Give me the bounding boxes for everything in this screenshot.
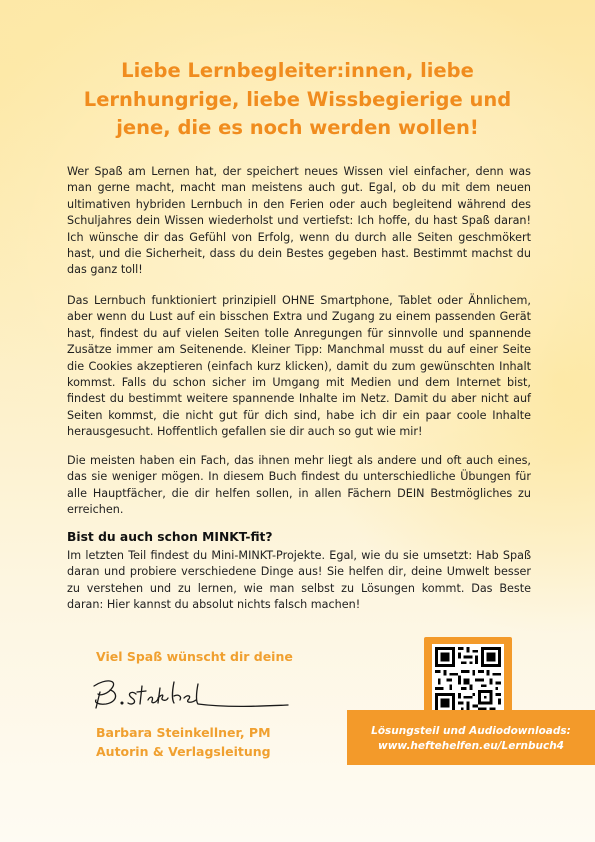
author-name: Barbara Steinkellner, PM — [96, 725, 271, 740]
subjects-paragraph: Die meisten haben ein Fach, das ihnen mehr liegt als andere und oft auch eines, das sie weniger mögen. In diesem Buch findest du unterschiedliche Übungen für alle Hauptfächer, die dir helfen sollen, in allen Fächern DEIN Bestmögliches zu erreichen. — [67, 454, 531, 517]
downloads-banner[interactable] — [347, 710, 595, 765]
minkt-heading: Bist du auch schon MINKT-fit? — [67, 530, 273, 544]
signoff-greeting: Viel Spaß wünscht dir deine — [96, 649, 293, 664]
heading-line-3: jene, die es noch werden wollen! — [116, 116, 479, 139]
heading-line-2: Lernhungrige, liebe Wissbegierige und — [83, 87, 512, 111]
page-heading — [60, 57, 535, 143]
heading-line-1: Liebe Lernbegleiter:innen, liebe — [121, 59, 474, 82]
qr-code-icon[interactable] — [432, 644, 504, 716]
minkt-paragraph: Im letzten Teil findest du Mini-MINKT-Projekte. Egal, wie du sie umsetzt: Hab Spaß daran und probiere verschiedene Dinge aus! Sie helfen dir, deine Umwelt besser zu verstehen und zu lernen, wie man selbst zu Lösungen kommt. Das Beste daran: Hier kannst du absolut nichts falsch machen! — [67, 549, 531, 612]
signature-image — [88, 672, 298, 720]
downloads-url-link[interactable]: www.heftehelfen.eu/Lernbuch4 — [378, 740, 564, 752]
author-role: Autorin & Verlagsleitung — [96, 744, 271, 759]
device-paragraph: Das Lernbuch funktioniert prinzipiell OHNE Smartphone, Tablet oder Ähnlichem, aber wenn du Lust auf ein bisschen Extra und Zugang zu einem passenden Gerät hast, findest du auf vielen Seiten tolle Anregungen für sinnvolle und spannende Zusätze immer am Seitenende. Kleiner Tipp: Manchmal musst du auf einer Seite die Cookies akzeptieren (einfach kurz klicken), damit du zum gewünschten Inhalt kommst. Falls du schon sicher im Umgang mit Medien und dem Internet bist, findest du bestimmt weitere spannende Inhalte im Netz. Damit du aber nicht auf Seiten kommst, die nicht gut für dich sind, habe ich dir ein paar coole Inhalte herausgesucht. Hoffentlich gefallen sie dir auch so gut wie mir! — [67, 294, 531, 439]
downloads-label: Lösungsteil und Audiodownloads: — [371, 725, 571, 737]
intro-paragraph: Wer Spaß am Lernen hat, der speichert neues Wissen viel einfacher, denn was man gerne macht, macht man meistens auch gut. Egal, ob du mit dem neuen ultimativen hybriden Lernbuch in den Ferien oder auch begleitend während des Schuljahres dein Wissen wiederholst und vertiefst: Ich hoffe, du hast Spaß daran! Ich wünsche dir das Gefühl von Erfolg, wenn du durch alle Seiten geschmökert hast, und die Sicherheit, dass du dein Bestes gegeben hast. Bestimmt machst du das ganz toll! — [67, 165, 531, 277]
